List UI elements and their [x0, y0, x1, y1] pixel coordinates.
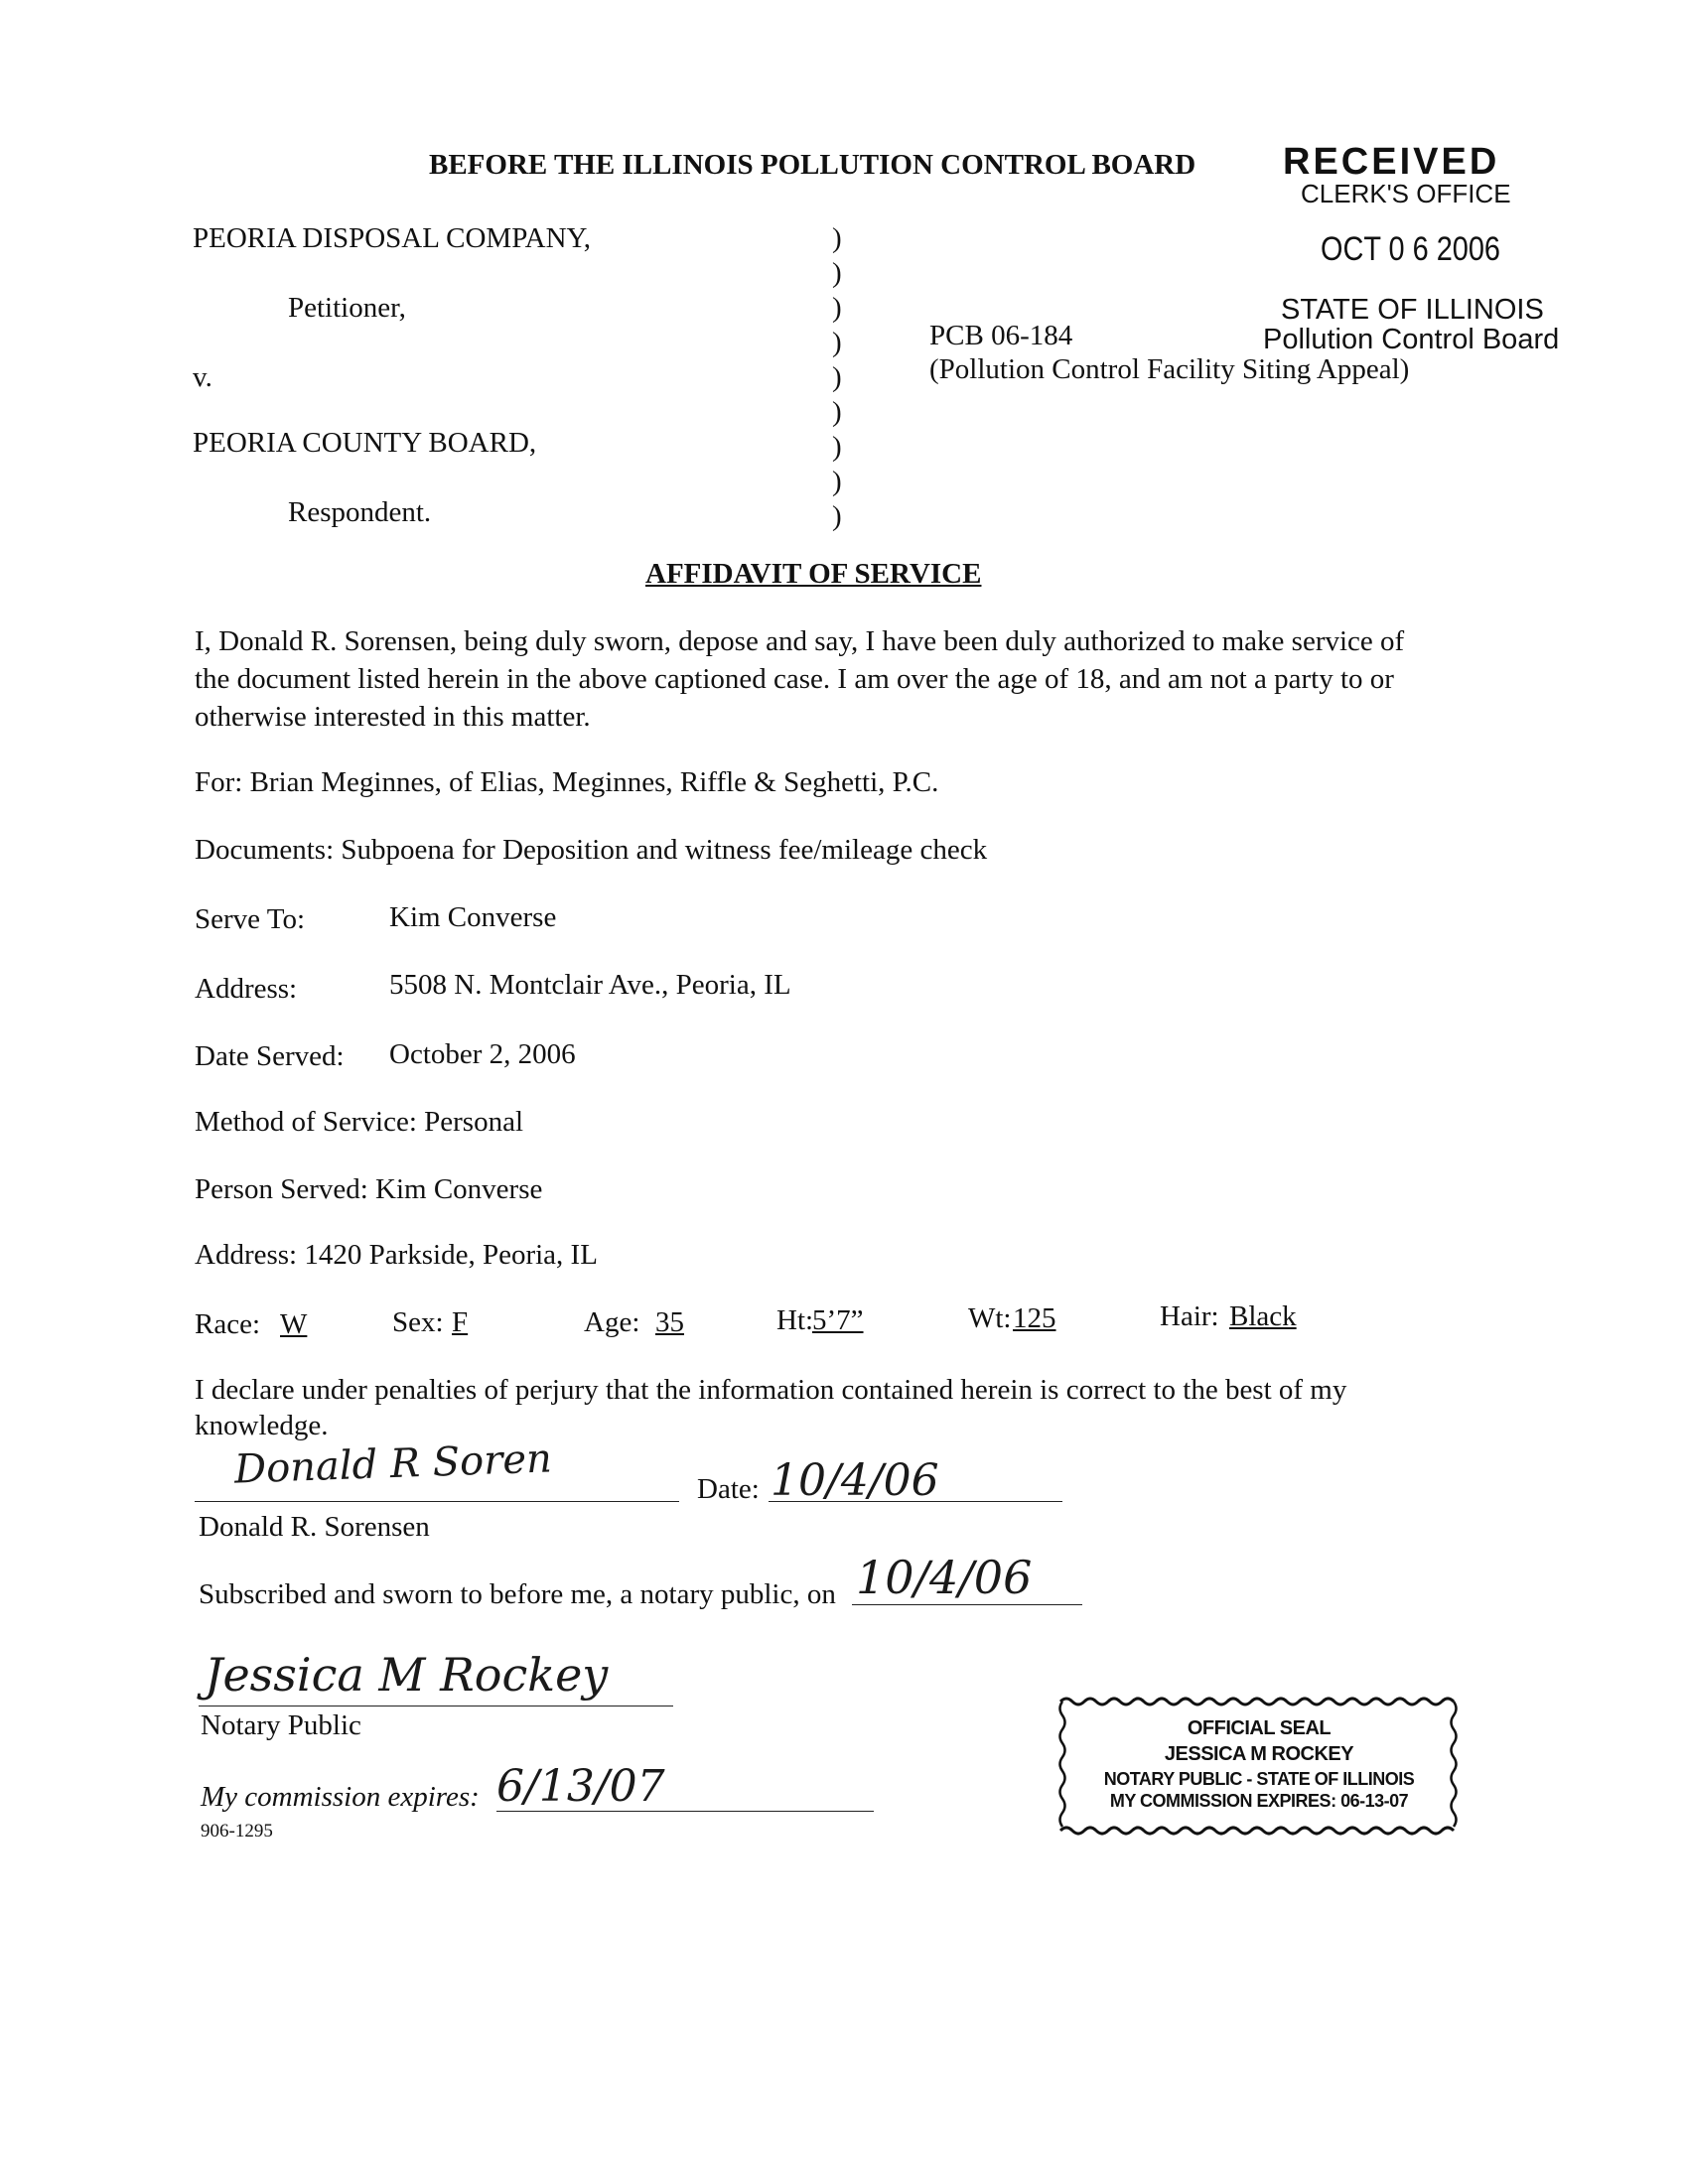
official-seal [1056, 1694, 1462, 1839]
age-label: Age: [584, 1306, 640, 1338]
for-line: For: Brian Meginnes, of Elias, Meginnes, Riffle & Seghetti, P.C. [195, 766, 939, 798]
sex-label: Sex: [392, 1306, 444, 1338]
signature-line [195, 1501, 679, 1502]
notary-signature: Jessica M Rockey [205, 1648, 609, 1702]
caption-paren: ) [832, 361, 842, 393]
caption-paren: ) [832, 431, 842, 463]
sworn-text: Subscribed and sworn to before me, a notary public, on [199, 1578, 836, 1610]
document-title: AFFIDAVIT OF SERVICE [645, 558, 982, 590]
caption-paren: ) [832, 292, 842, 324]
respondent-role: Respondent. [288, 496, 432, 528]
sex-value: F [452, 1306, 469, 1338]
board-header: BEFORE THE ILLINOIS POLLUTION CONTROL BOARD [429, 149, 1196, 181]
age-value: 35 [655, 1306, 684, 1338]
address2-line: Address: 1420 Parkside, Peoria, IL [195, 1239, 598, 1271]
petitioner-role: Petitioner, [288, 292, 406, 324]
race-value: W [280, 1308, 308, 1340]
commission-date-handwritten: 6/13/07 [496, 1761, 665, 1812]
date-served-value: October 2, 2006 [389, 1038, 576, 1070]
clerks-office-stamp: CLERK'S OFFICE [1301, 179, 1511, 208]
date-served-label: Date Served: [195, 1040, 345, 1072]
caption-paren: ) [832, 222, 842, 254]
respondent-name: PEORIA COUNTY BOARD, [193, 427, 537, 459]
versus: v. [193, 361, 212, 393]
form-number: 906-1295 [201, 1821, 273, 1842]
declaration-line: I declare under penalties of perjury that the information contained herein is correct to the best of my [195, 1374, 1347, 1406]
hair-value: Black [1229, 1300, 1297, 1332]
person-served-line: Person Served: Kim Converse [195, 1173, 543, 1205]
commission-line [496, 1811, 874, 1812]
ht-value: 5’7” [812, 1304, 864, 1336]
intro-line: otherwise interested in this matter. [195, 701, 591, 733]
wt-value: 125 [1013, 1302, 1056, 1334]
date-label: Date: [697, 1473, 760, 1505]
case-number: PCB 06-184 [929, 320, 1073, 351]
wt-label: Wt: [968, 1302, 1012, 1334]
date-line [769, 1501, 1062, 1502]
race-label: Race: [195, 1308, 261, 1340]
board-stamp: Pollution Control Board [1263, 324, 1560, 355]
caption-paren: ) [832, 500, 842, 532]
address-value: 5508 N. Montclair Ave., Peoria, IL [389, 969, 791, 1001]
caption-paren: ) [832, 396, 842, 428]
serve-to-label: Serve To: [195, 903, 306, 935]
intro-line: I, Donald R. Sorensen, being duly sworn, depose and say, I have been duly authorized to make service of [195, 625, 1405, 657]
hair-label: Hair: [1160, 1300, 1219, 1332]
address-label: Address: [195, 973, 298, 1005]
notary-title: Notary Public [201, 1709, 361, 1741]
intro-line: the document listed herein in the above captioned case. I am over the age of 18, and am not a party to or [195, 663, 1394, 695]
documents-line: Documents: Subpoena for Deposition and witness fee/mileage check [195, 834, 988, 866]
seal-line: NOTARY PUBLIC - STATE OF ILLINOIS [1103, 1769, 1415, 1789]
received-date-stamp: OCT 0 6 2006 [1321, 230, 1501, 268]
signature-date-handwritten: 10/4/06 [771, 1455, 939, 1506]
caption-paren: ) [832, 327, 842, 358]
ht-label: Ht: [776, 1304, 814, 1336]
affiant-signature: Donald R Soren [233, 1435, 553, 1493]
sworn-date-handwritten: 10/4/06 [856, 1551, 1033, 1604]
seal-line: OFFICIAL SEAL [1187, 1717, 1332, 1739]
caption-paren: ) [832, 466, 842, 497]
declaration-line: knowledge. [195, 1410, 329, 1441]
commission-label: My commission expires: [201, 1781, 480, 1813]
method-line: Method of Service: Personal [195, 1106, 524, 1138]
serve-to-value: Kim Converse [389, 901, 557, 933]
received-stamp: RECEIVED [1283, 141, 1500, 183]
seal-border [1056, 1694, 1462, 1839]
case-type: (Pollution Control Facility Siting Appeal) [929, 353, 1410, 385]
petitioner-name: PEORIA DISPOSAL COMPANY, [193, 222, 592, 254]
caption-paren: ) [832, 257, 842, 289]
seal-line: JESSICA M ROCKEY [1164, 1743, 1354, 1765]
sworn-date-line [852, 1604, 1082, 1605]
seal-line: MY COMMISSION EXPIRES: 06-13-07 [1109, 1791, 1409, 1811]
state-stamp: STATE OF ILLINOIS [1281, 294, 1544, 326]
affiant-printed-name: Donald R. Sorensen [199, 1511, 430, 1543]
